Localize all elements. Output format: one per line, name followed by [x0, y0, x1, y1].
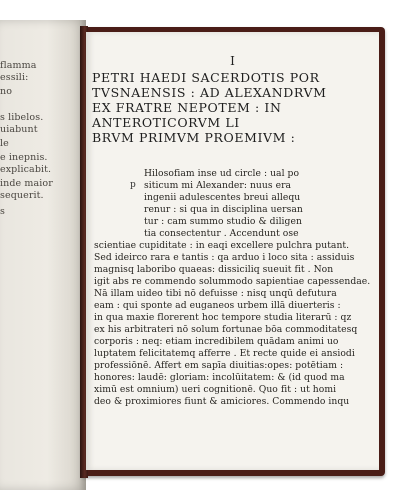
left-page-line: explicabit.	[0, 164, 52, 175]
left-page-line: le	[0, 138, 9, 149]
right-page	[86, 32, 379, 470]
body-line: luptatem felicitatemq afferre . Et recte quide ei ansiodi	[94, 348, 355, 359]
body-line: in qua maxie florerent hoc tempore studia literarū : qz	[94, 312, 352, 323]
body-line: eam : qui sponte ad euganeos urbem illā diuerteris :	[94, 300, 341, 311]
body-line: Sed ideirco rara e tantis : qa arduo i loco sita : assiduis	[94, 252, 355, 263]
left-page-line: flamma	[0, 60, 37, 71]
body-line: ex his arbitrateri nō solum fortunae bōa commoditatesq	[94, 324, 358, 335]
left-page-line: sequerit.	[0, 190, 44, 201]
left-page-line: s	[0, 206, 5, 217]
heading-line: TVSNAENSIS : AD ALEXANDRVM	[92, 85, 327, 100]
left-page-line: e inepnis.	[0, 152, 48, 163]
body-line: scientiae cupiditate : in eaqi excellere pulchra putant.	[94, 240, 350, 251]
left-page-line: no	[0, 86, 13, 97]
left-page-line: uiabunt	[0, 124, 38, 135]
body-line: ingenii adulescentes breui allequ	[144, 192, 301, 203]
body-line: igit abs re commendo solummodo sapientiae capessendae.	[94, 276, 371, 287]
left-page-line: s libelos.	[0, 112, 44, 123]
body-line: magnisq laboribo quaeas: dissiciliq sueuit fit . Non	[94, 264, 334, 275]
body-line: Hilosofiam inse ud circle : ual po	[144, 168, 300, 179]
left-page	[0, 20, 86, 490]
body-line: honores: laudē: gloriam: incolūitatem: & (id quod ma	[94, 372, 345, 383]
heading-line: EX FRATRE NEPOTEM : IN	[92, 100, 282, 115]
left-page-line: inde maior	[0, 178, 53, 189]
body-line: professiōnē. Affert em sapīa diuitias:opes: potētiam :	[94, 360, 344, 371]
heading-line: ANTEROTICORVM LI	[92, 115, 240, 130]
folio-number: I	[230, 54, 235, 68]
body-line: tur : cam summo studio & diligen	[144, 216, 302, 227]
body-line: Nā illam uideo tibi nō defuisse : nisq unqū defutura	[94, 288, 337, 299]
body-line: tia consectentur . Accendunt ose	[144, 228, 299, 239]
body-line: siticum mi Alexander: nuus era	[144, 180, 292, 191]
body-line: deo & proximiores fiunt & amiciores. Commendo inqu	[94, 396, 350, 407]
body-line: renur : si qua in disciplina uersan	[144, 204, 303, 215]
left-page-line: essili:	[0, 72, 29, 83]
initial-letter: p	[130, 180, 136, 190]
body-line: corporis : neq: etiam incredibilem quādam animi uo	[94, 336, 339, 347]
heading-line: BRVM PRIMVM PROEMIVM :	[92, 130, 296, 145]
body-line: ximū est omnium) ueri cognitionē. Quo fit : ut homi	[94, 384, 337, 395]
heading-line: PETRI HAEDI SACERDOTIS POR	[92, 70, 320, 85]
